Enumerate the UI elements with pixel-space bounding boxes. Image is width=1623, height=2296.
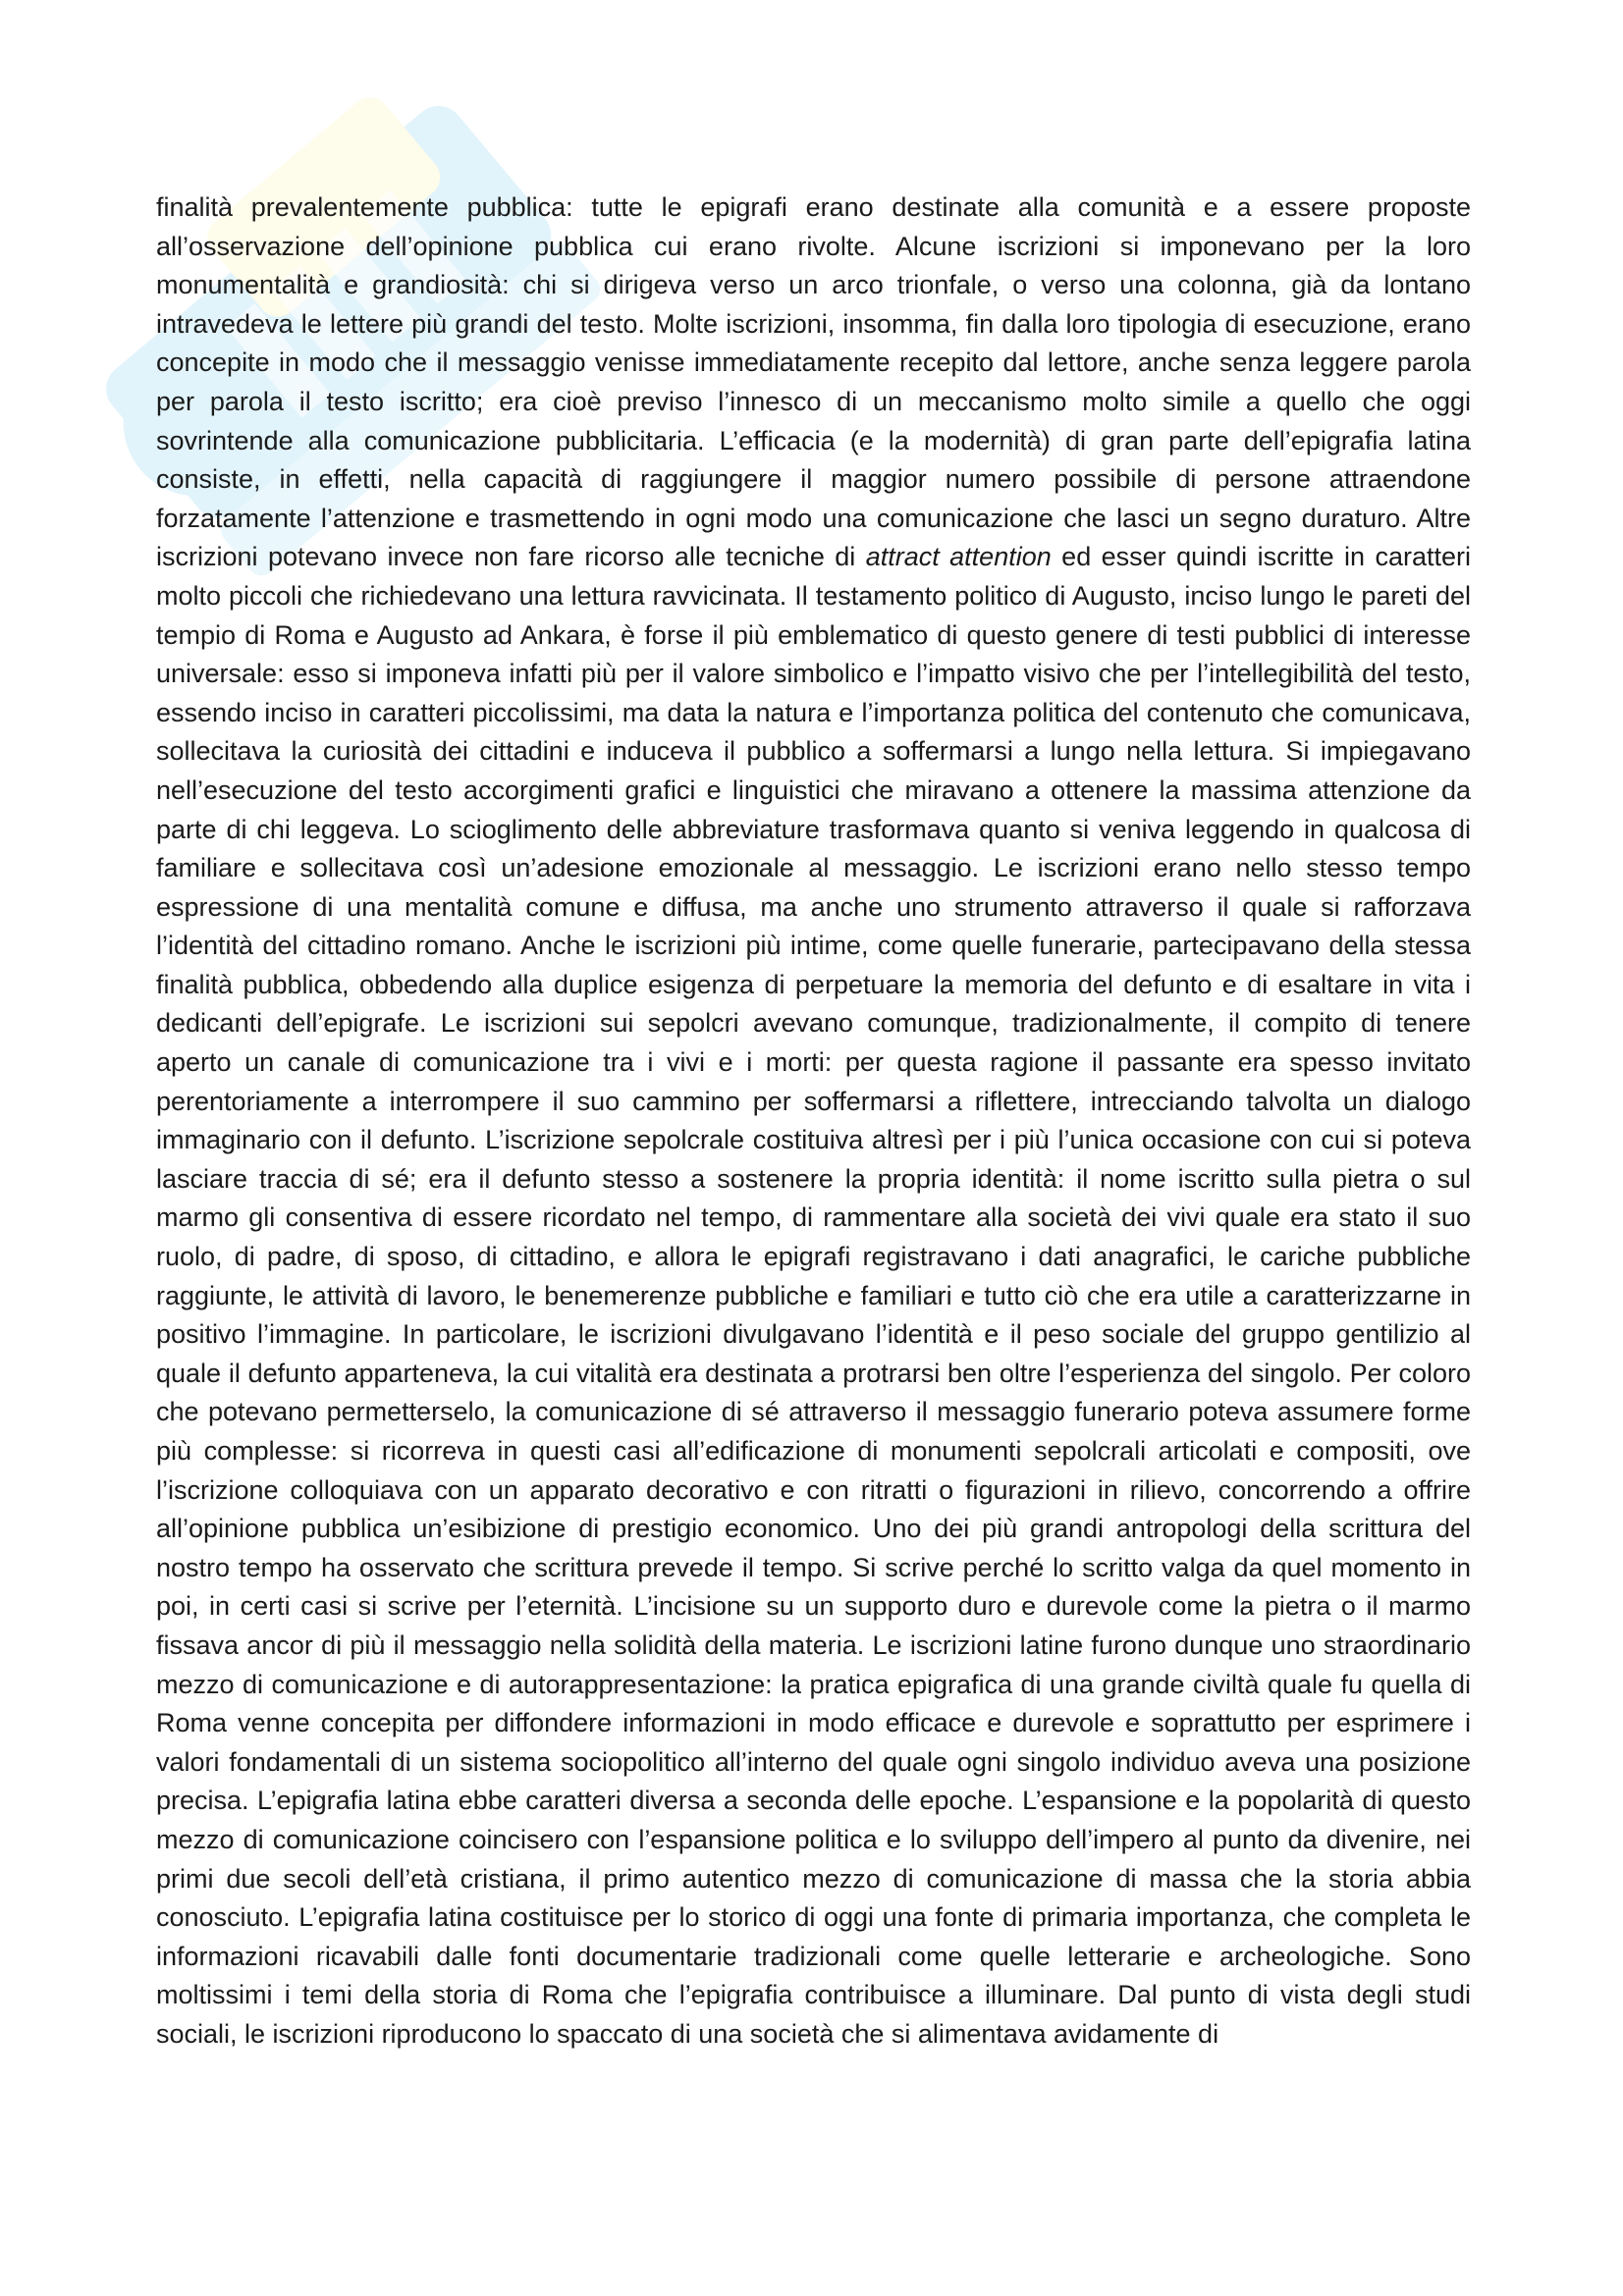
body-paragraph: [156, 188, 1471, 2055]
paragraph-text-part-1: finalità prevalentemente pubblica: tutte le epigrafi erano destinate alla comunità e a essere proposte all’osservazione dell’opinione pubblica cui erano rivolte. Alcune iscrizioni si imponevano per la loro monumentalità e grandiosità: chi si dirigeva verso un arco trionfale, o verso una colonna, già da lontano intravedeva le lettere più grandi del testo. Molte iscrizioni, insomma, fin dalla loro tipologia di esecuzione, erano concepite in modo che il messaggio venisse immediatamente recepito dal lettore, anche senza leggere parola per parola il testo iscritto; era cioè previso l’innesco di un meccanismo molto simile a quello che oggi sovrintende alla comunicazione pubblicitaria. L’efficacia (e la modernità) di gran parte dell’epigrafia latina consiste, in effetti, nella capacità di raggiungere il maggior numero possibile di persone attraendone forzatamente l’attenzione e trasmettendo in ogni modo una comunicazione che lasci un segno duraturo. Altre iscrizioni potevano invece non fare ricorso alle tecniche di: [156, 192, 1471, 572]
paragraph-text-part-2: ed esser quindi iscritte in caratteri molto piccoli che richiedevano una lettura ravvicinata. Il testamento politico di Augusto, inciso lungo le pareti del tempio di Roma e Augusto ad Ankara, è forse il più emblematico di questo genere di testi pubblici di interesse universale: esso si imponeva infatti più per il valore simbolico e l’impatto visivo che per l’intellegibilità del testo, essendo inciso in caratteri piccolissimi, ma data la natura e l’importanza politica del contenuto che comunicava, sollecitava la curiosità dei cittadini e induceva il pubblico a soffermarsi a lungo nella lettura. Si impiegavano nell’esecuzione del testo accorgimenti grafici e linguistici che miravano a ottenere la massima attenzione da parte di chi leggeva. Lo scioglimento delle abbreviature trasformava quanto si veniva leggendo in qualcosa di familiare e sollecitava così un’adesione emozionale al messaggio. Le iscrizioni erano nello stesso tempo espressione di una mentalità comune e diffusa, ma anche uno strumento attraverso il quale si rafforzava l’identità del cittadino romano. Anche le iscrizioni più intime, come quelle funerarie, partecipavano della stessa finalità pubblica, obbedendo alla duplice esigenza di perpetuare la memoria del defunto e di esaltare in vita i dedicanti dell’epigrafe. Le iscrizioni sui sepolcri avevano comunque, tradizionalmente, il compito di tenere aperto un canale di comunicazione tra i vivi e i morti: per questa ragione il passante era spesso invitato perentoriamente a interrompere il suo cammino per soffermarsi a riflettere, intrecciando talvolta un dialogo immaginario con il defunto. L’iscrizione sepolcrale costituiva altresì per i più l’unica occasione con cui si poteva lasciare traccia di sé; era il defunto stesso a sostenere la propria identità: il nome iscritto sulla pietra o sul marmo gli consentiva di essere ricordato nel tempo, di rammentare alla società dei vivi quale era stato il suo ruolo, di padre, di sposo, di cittadino, e allora le epigrafi registravano i dati anagrafici, le cariche pubbliche raggiunte, le attività di lavoro, le benemerenze pubbliche e familiari e tutto ciò che era utile a caratterizzarne in positivo l’immagine. In particolare, le iscrizioni divulgavano l’identità e il peso sociale del gruppo gentilizio al quale il defunto apparteneva, la cui vitalità era destinata a protrarsi ben oltre l’esperienza del singolo. Per coloro che potevano permetterselo, la comunicazione di sé attraverso il messaggio funerario poteva assumere forme più complesse: si ricorreva in questi casi all’edificazione di monumenti sepolcrali articolati e compositi, ove l’iscrizione colloquiava con un apparato decorativo e con ritratti o figurazioni in rilievo, concorrendo a offrire all’opinione pubblica un’esibizione di prestigio economico. Uno dei più grandi antropologi della scrittura del nostro tempo ha osservato che scrittura prevede il tempo. Si scrive perché lo scritto valga da quel momento in poi, in certi casi si scrive per l’eternità. L’incisione su un supporto duro e durevole come la pietra o il marmo fissava ancor di più il messaggio nella solidità della materia. Le iscrizioni latine furono dunque uno straordinario mezzo di comunicazione e di autorappresentazione: la pratica epigrafica di una grande civiltà quale fu quella di Roma venne concepita per diffondere informazioni in modo efficace e durevole e soprattutto per esprimere i valori fondamentali di un sistema sociopolitico all’interno del quale ogni singolo individuo aveva una posizione precisa. L’epigrafia latina ebbe caratteri diversa a seconda delle epoche. L’espansione e la popolarità di questo mezzo di comunicazione coincisero con l’espansione politica e lo sviluppo dell’impero al punto da divenire, nei primi due secoli dell’età cristiana, il primo autentico mezzo di comunicazione di massa che la storia abbia conosciuto. L’epigrafia latina costituisce per lo storico di oggi una fonte di primaria importanza, che completa le informazioni ricavabili dalle fonti documentarie tradizionali come quelle letterarie e archeologiche. Sono moltissimi i temi della storia di Roma che l’epigrafia contribuisce a illuminare. Dal punto di vista degli studi sociali, le iscrizioni riproducono lo spaccato di una società che si alimentava avidamente di: [156, 542, 1471, 2049]
paragraph-emphasis: attract attention: [865, 542, 1052, 572]
